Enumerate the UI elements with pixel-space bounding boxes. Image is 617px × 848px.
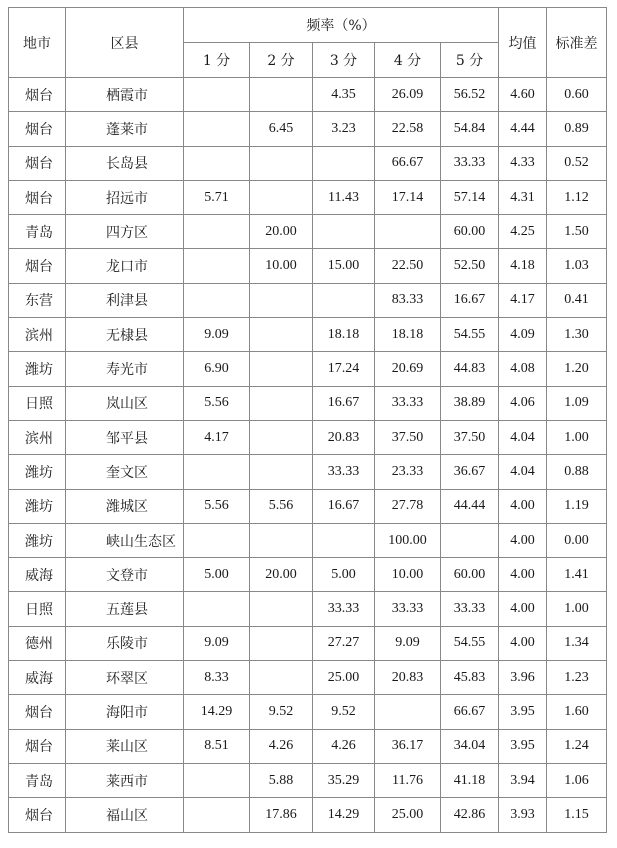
cell-mean: 4.44 [499, 112, 547, 146]
table-header [9, 8, 607, 78]
cell-district: 莱西市 [66, 763, 184, 797]
cell-score-5 [441, 523, 499, 557]
cell-score-5: 16.67 [441, 283, 499, 317]
cell-district: 无棣县 [66, 318, 184, 352]
cell-city: 青岛 [9, 763, 66, 797]
cell-district: 海阳市 [66, 695, 184, 729]
cell-district: 栖霞市 [66, 78, 184, 112]
header-row-top [9, 8, 607, 43]
cell-district: 蓬莱市 [66, 112, 184, 146]
cell-std: 0.88 [547, 455, 607, 489]
cell-district: 环翠区 [66, 661, 184, 695]
cell-score-5: 37.50 [441, 420, 499, 454]
cell-score-3: 35.29 [313, 763, 375, 797]
cell-mean: 3.95 [499, 695, 547, 729]
cell-std: 1.41 [547, 558, 607, 592]
cell-std: 1.23 [547, 661, 607, 695]
cell-score-1: 4.17 [184, 420, 250, 454]
cell-city: 潍坊 [9, 352, 66, 386]
cell-city: 烟台 [9, 78, 66, 112]
table-row [9, 318, 607, 352]
cell-score-5: 44.83 [441, 352, 499, 386]
cell-std: 1.50 [547, 215, 607, 249]
cell-district: 寿光市 [66, 352, 184, 386]
header-score-2: 2 分 [250, 43, 313, 78]
cell-score-2 [250, 455, 313, 489]
cell-score-3: 5.00 [313, 558, 375, 592]
cell-score-3: 25.00 [313, 661, 375, 695]
cell-score-1: 5.00 [184, 558, 250, 592]
cell-score-3: 33.33 [313, 455, 375, 489]
cell-city: 潍坊 [9, 489, 66, 523]
cell-std: 0.41 [547, 283, 607, 317]
cell-district: 四方区 [66, 215, 184, 249]
table-row [9, 661, 607, 695]
cell-district: 奎文区 [66, 455, 184, 489]
cell-district: 邹平县 [66, 420, 184, 454]
cell-city: 威海 [9, 558, 66, 592]
cell-city: 烟台 [9, 112, 66, 146]
cell-mean: 4.18 [499, 249, 547, 283]
cell-score-2 [250, 352, 313, 386]
cell-score-4: 20.69 [375, 352, 441, 386]
cell-district: 莱山区 [66, 729, 184, 763]
cell-score-2: 20.00 [250, 558, 313, 592]
cell-mean: 4.60 [499, 78, 547, 112]
cell-city: 滨州 [9, 318, 66, 352]
cell-district: 长岛县 [66, 146, 184, 180]
table-row [9, 763, 607, 797]
cell-score-4: 22.58 [375, 112, 441, 146]
cell-score-4 [375, 215, 441, 249]
table-body [9, 78, 607, 833]
cell-city: 日照 [9, 386, 66, 420]
cell-score-2 [250, 318, 313, 352]
cell-score-1: 8.33 [184, 661, 250, 695]
cell-score-5: 34.04 [441, 729, 499, 763]
cell-score-2 [250, 626, 313, 660]
cell-city: 烟台 [9, 798, 66, 832]
cell-score-2 [250, 78, 313, 112]
cell-score-3 [313, 215, 375, 249]
cell-city: 潍坊 [9, 455, 66, 489]
cell-mean: 4.08 [499, 352, 547, 386]
cell-score-4: 17.14 [375, 180, 441, 214]
cell-city: 烟台 [9, 695, 66, 729]
cell-score-4: 20.83 [375, 661, 441, 695]
cell-score-1 [184, 763, 250, 797]
table-row [9, 695, 607, 729]
cell-std: 1.00 [547, 420, 607, 454]
cell-score-4: 22.50 [375, 249, 441, 283]
cell-std: 0.00 [547, 523, 607, 557]
cell-score-5: 60.00 [441, 558, 499, 592]
cell-score-3 [313, 283, 375, 317]
cell-std: 1.03 [547, 249, 607, 283]
cell-mean: 4.33 [499, 146, 547, 180]
cell-score-1 [184, 249, 250, 283]
cell-score-4: 23.33 [375, 455, 441, 489]
cell-district: 福山区 [66, 798, 184, 832]
cell-score-4: 37.50 [375, 420, 441, 454]
cell-score-1: 8.51 [184, 729, 250, 763]
cell-score-1: 9.09 [184, 318, 250, 352]
cell-score-5: 57.14 [441, 180, 499, 214]
cell-score-3: 17.24 [313, 352, 375, 386]
cell-score-3: 14.29 [313, 798, 375, 832]
cell-city: 烟台 [9, 146, 66, 180]
cell-score-4: 100.00 [375, 523, 441, 557]
cell-score-4: 83.33 [375, 283, 441, 317]
cell-score-2: 20.00 [250, 215, 313, 249]
cell-score-2: 9.52 [250, 695, 313, 729]
header-score-3: 3 分 [313, 43, 375, 78]
cell-mean: 4.00 [499, 489, 547, 523]
cell-score-2 [250, 592, 313, 626]
table-row [9, 455, 607, 489]
table-row [9, 352, 607, 386]
cell-score-3: 33.33 [313, 592, 375, 626]
cell-city: 滨州 [9, 420, 66, 454]
cell-score-2: 17.86 [250, 798, 313, 832]
cell-std: 1.20 [547, 352, 607, 386]
header-score-4: 4 分 [375, 43, 441, 78]
cell-score-1 [184, 146, 250, 180]
header-district: 区县 [66, 8, 184, 78]
cell-std: 1.06 [547, 763, 607, 797]
header-std: 标准差 [547, 8, 607, 78]
cell-district: 岚山区 [66, 386, 184, 420]
cell-district: 潍城区 [66, 489, 184, 523]
cell-score-3: 20.83 [313, 420, 375, 454]
cell-std: 1.60 [547, 695, 607, 729]
cell-score-5: 33.33 [441, 146, 499, 180]
cell-score-4: 33.33 [375, 592, 441, 626]
cell-mean: 4.04 [499, 420, 547, 454]
cell-score-2: 5.88 [250, 763, 313, 797]
table-row [9, 489, 607, 523]
cell-score-2 [250, 523, 313, 557]
cell-score-5: 42.86 [441, 798, 499, 832]
cell-mean: 4.31 [499, 180, 547, 214]
table-row [9, 249, 607, 283]
cell-district: 文登市 [66, 558, 184, 592]
cell-district: 利津县 [66, 283, 184, 317]
cell-score-5: 33.33 [441, 592, 499, 626]
cell-mean: 4.06 [499, 386, 547, 420]
cell-std: 1.24 [547, 729, 607, 763]
cell-score-1: 5.56 [184, 489, 250, 523]
cell-mean: 3.96 [499, 661, 547, 695]
cell-std: 1.00 [547, 592, 607, 626]
cell-score-2 [250, 180, 313, 214]
cell-mean: 3.94 [499, 763, 547, 797]
cell-score-5: 66.67 [441, 695, 499, 729]
cell-score-5: 38.89 [441, 386, 499, 420]
cell-score-3: 3.23 [313, 112, 375, 146]
cell-score-2: 10.00 [250, 249, 313, 283]
cell-mean: 4.09 [499, 318, 547, 352]
table-row [9, 180, 607, 214]
cell-score-4: 10.00 [375, 558, 441, 592]
cell-city: 德州 [9, 626, 66, 660]
cell-score-1 [184, 78, 250, 112]
cell-score-5: 36.67 [441, 455, 499, 489]
cell-city: 烟台 [9, 180, 66, 214]
header-score-5: 5 分 [441, 43, 499, 78]
cell-score-4: 33.33 [375, 386, 441, 420]
cell-score-2: 5.56 [250, 489, 313, 523]
cell-score-2 [250, 146, 313, 180]
cell-score-4: 11.76 [375, 763, 441, 797]
cell-mean: 4.00 [499, 592, 547, 626]
cell-score-5: 54.55 [441, 318, 499, 352]
cell-score-4: 66.67 [375, 146, 441, 180]
cell-score-2 [250, 661, 313, 695]
cell-std: 1.12 [547, 180, 607, 214]
cell-mean: 3.93 [499, 798, 547, 832]
cell-score-5: 60.00 [441, 215, 499, 249]
cell-score-1: 9.09 [184, 626, 250, 660]
cell-score-1: 14.29 [184, 695, 250, 729]
table-row [9, 626, 607, 660]
cell-score-4: 26.09 [375, 78, 441, 112]
cell-mean: 4.25 [499, 215, 547, 249]
table-row [9, 112, 607, 146]
cell-city: 烟台 [9, 249, 66, 283]
cell-score-1 [184, 283, 250, 317]
cell-district: 龙口市 [66, 249, 184, 283]
cell-district: 五莲县 [66, 592, 184, 626]
cell-std: 0.60 [547, 78, 607, 112]
table-row [9, 592, 607, 626]
table-row [9, 386, 607, 420]
cell-score-3: 18.18 [313, 318, 375, 352]
table-row [9, 146, 607, 180]
cell-mean: 4.17 [499, 283, 547, 317]
cell-score-3 [313, 146, 375, 180]
cell-score-5: 52.50 [441, 249, 499, 283]
table-row [9, 215, 607, 249]
cell-score-3: 16.67 [313, 386, 375, 420]
cell-score-3: 11.43 [313, 180, 375, 214]
cell-score-2: 6.45 [250, 112, 313, 146]
cell-score-3: 4.35 [313, 78, 375, 112]
cell-score-4: 9.09 [375, 626, 441, 660]
cell-std: 1.09 [547, 386, 607, 420]
cell-score-4: 36.17 [375, 729, 441, 763]
cell-score-1: 5.56 [184, 386, 250, 420]
table-row [9, 558, 607, 592]
cell-score-1 [184, 592, 250, 626]
cell-score-5: 54.84 [441, 112, 499, 146]
header-mean: 均值 [499, 8, 547, 78]
table-row [9, 798, 607, 832]
cell-score-1 [184, 455, 250, 489]
table-row [9, 420, 607, 454]
cell-score-3 [313, 523, 375, 557]
cell-city: 青岛 [9, 215, 66, 249]
cell-score-5: 44.44 [441, 489, 499, 523]
cell-score-4: 27.78 [375, 489, 441, 523]
cell-mean: 4.00 [499, 626, 547, 660]
cell-score-3: 16.67 [313, 489, 375, 523]
cell-score-2 [250, 283, 313, 317]
header-city: 地市 [9, 8, 66, 78]
cell-city: 烟台 [9, 729, 66, 763]
cell-mean: 4.00 [499, 558, 547, 592]
cell-score-5: 56.52 [441, 78, 499, 112]
cell-score-1: 5.71 [184, 180, 250, 214]
cell-score-4: 25.00 [375, 798, 441, 832]
cell-score-2 [250, 386, 313, 420]
cell-score-1 [184, 523, 250, 557]
cell-std: 0.89 [547, 112, 607, 146]
header-score-1: 1 分 [184, 43, 250, 78]
cell-mean: 4.00 [499, 523, 547, 557]
cell-score-3: 27.27 [313, 626, 375, 660]
cell-score-3: 4.26 [313, 729, 375, 763]
table-row [9, 729, 607, 763]
cell-score-1 [184, 798, 250, 832]
cell-score-3: 9.52 [313, 695, 375, 729]
cell-score-1: 6.90 [184, 352, 250, 386]
cell-city: 日照 [9, 592, 66, 626]
cell-std: 1.34 [547, 626, 607, 660]
cell-score-3: 15.00 [313, 249, 375, 283]
table-row [9, 78, 607, 112]
cell-score-4: 18.18 [375, 318, 441, 352]
cell-std: 1.19 [547, 489, 607, 523]
cell-mean: 4.04 [499, 455, 547, 489]
header-frequency: 频率（%） [184, 8, 499, 43]
cell-score-2 [250, 420, 313, 454]
cell-district: 乐陵市 [66, 626, 184, 660]
cell-city: 潍坊 [9, 523, 66, 557]
cell-std: 1.30 [547, 318, 607, 352]
table-row [9, 283, 607, 317]
cell-std: 0.52 [547, 146, 607, 180]
table-row [9, 523, 607, 557]
cell-city: 威海 [9, 661, 66, 695]
frequency-table [8, 7, 607, 833]
cell-std: 1.15 [547, 798, 607, 832]
cell-city: 东营 [9, 283, 66, 317]
cell-mean: 3.95 [499, 729, 547, 763]
cell-score-1 [184, 112, 250, 146]
cell-score-4 [375, 695, 441, 729]
cell-score-5: 45.83 [441, 661, 499, 695]
cell-score-1 [184, 215, 250, 249]
cell-district: 招远市 [66, 180, 184, 214]
cell-score-5: 41.18 [441, 763, 499, 797]
cell-district: 峡山生态区 [66, 523, 184, 557]
cell-score-2: 4.26 [250, 729, 313, 763]
cell-score-5: 54.55 [441, 626, 499, 660]
